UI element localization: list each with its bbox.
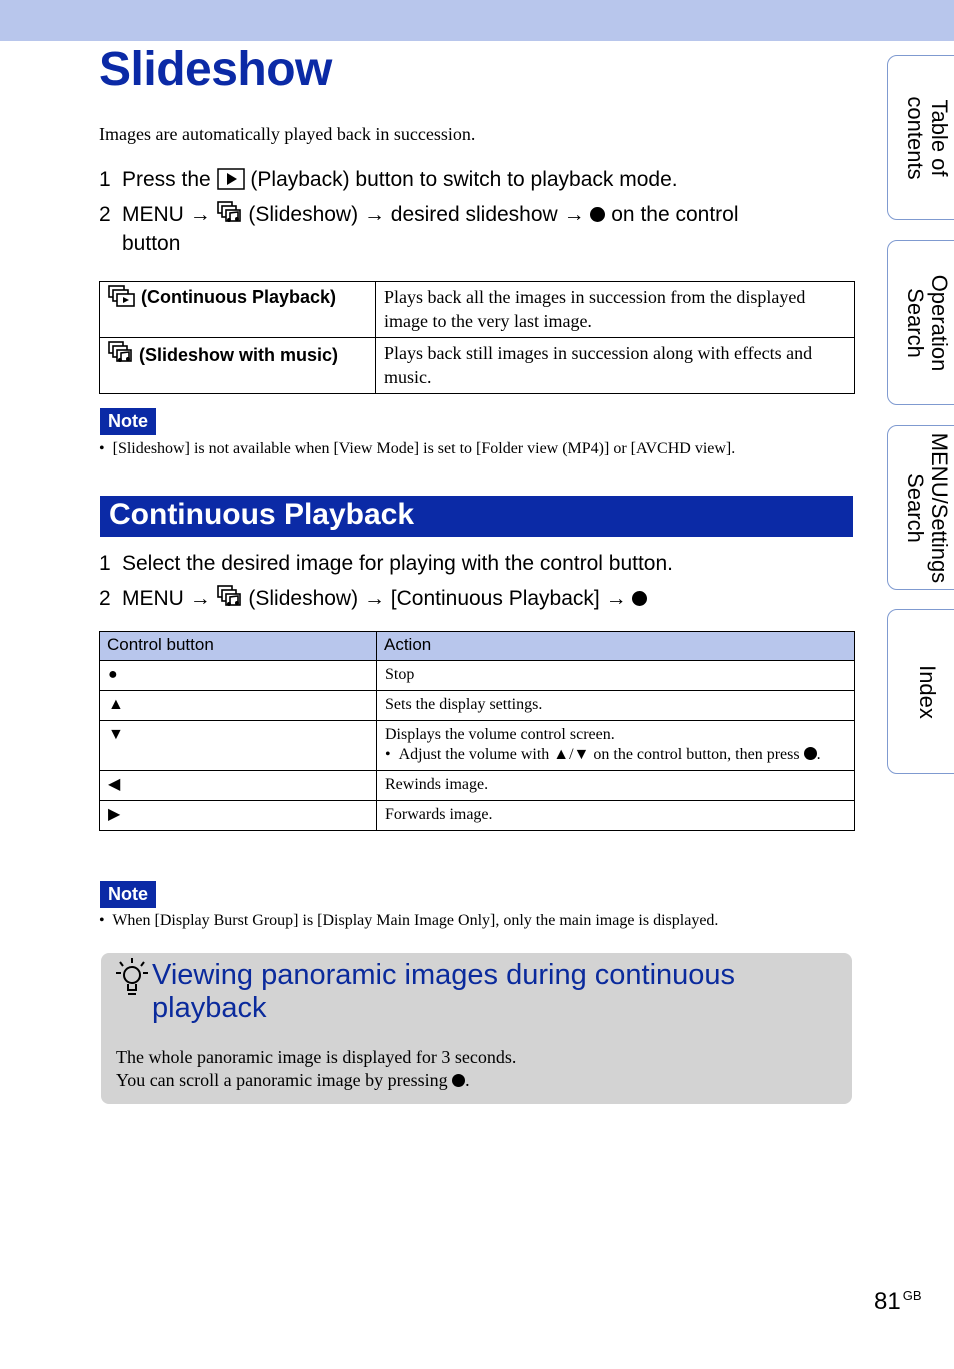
step-number: 2 [99,587,111,610]
control-button-cell: ▲ [100,691,377,721]
step-text: desired slideshow [390,203,558,226]
note-text: • [Slideshow] is not available when [View Mode] is set to [Folder view (MP4)] or [AVCHD view]. [99,440,736,457]
tip-box [101,953,852,1104]
action-text: Displays the volume control screen. [385,726,615,743]
tip-line-end: . [465,1070,470,1090]
menu-label: MENU [122,587,184,610]
action-bullet-text: Adjust the volume with ▲/▼ on the control button, then press [398,746,800,763]
tab-label-line: Index [915,664,940,719]
action-cell [377,721,855,771]
tab-label-line: contents [903,95,928,180]
step-text: Select the desired image for playing with the control button. [122,552,673,575]
arrow-right-icon: → [189,587,211,610]
action-bullet: • Adjust the volume with ▲/▼ on the control button, then press . [385,746,821,763]
tab-index[interactable] [887,609,954,774]
page-number [874,1288,922,1316]
table-row [100,801,855,831]
step-text: Press the [122,168,211,191]
tip-line [116,1069,516,1092]
top-color-band [0,0,954,41]
tab-label-line: MENU/Settings [927,432,952,583]
table-row [100,721,855,771]
tip-bulb-icon [115,957,149,1002]
table-row [100,282,855,338]
control-button-cell: ▶ [100,801,377,831]
step-number: 2 [99,203,111,226]
tab-label-line: Operation [927,274,952,371]
option-description: Plays back all the images in succession from the displayed image to the very last image. [376,282,855,338]
tab-operation-search[interactable] [887,240,954,405]
enter-dot-icon [452,1074,465,1087]
enter-dot-icon [804,747,817,760]
tab-menu-settings-search[interactable] [887,425,954,590]
option-cell [100,338,376,394]
column-header: Control button [100,632,377,661]
page-number-value: 81 [874,1288,901,1315]
tab-label [903,96,951,179]
note-body: [Slideshow] is not available when [View Mode] is set to [Folder view (MP4)] or [AVCHD view]. [112,440,736,457]
tab-label [915,665,939,719]
note-badge: Note [100,881,156,908]
action-cell: Sets the display settings. [377,691,855,721]
slideshow-music-icon [108,341,134,365]
tab-label [903,274,951,371]
step-text: on the control [611,203,739,226]
tab-table-of-contents[interactable] [887,55,954,220]
note-body: When [Display Burst Group] is [Display Main Image Only], only the main image is displayed. [112,912,719,929]
action-cell: Stop [377,661,855,691]
step-number: 1 [99,168,111,191]
option-label: (Continuous Playback) [141,287,337,307]
tab-label-line: Search [903,472,928,543]
menu-label: MENU [122,203,184,226]
page-number-suffix: GB [902,1288,922,1303]
action-cell: Forwards image. [377,801,855,831]
step-text-continued: button [122,232,181,255]
arrow-right-icon: → [563,203,585,226]
page-title: Slideshow [99,43,332,96]
tab-label [903,432,951,582]
section-heading: Continuous Playback [100,496,853,537]
option-label: (Slideshow with music) [139,345,339,365]
slideshow-icon [217,585,243,609]
enter-dot-icon [632,591,647,606]
playback-icon [217,168,245,190]
note-badge: Note [100,408,156,435]
note-text: • When [Display Burst Group] is [Display Main Image Only], only the main image is displayed. [99,912,719,929]
slideshow-options-table [99,281,855,394]
action-cell: Rewinds image. [377,771,855,801]
step-2 [99,200,739,258]
table-row [100,691,855,721]
step-text: [Continuous Playback] [390,587,600,610]
step-number: 1 [99,552,111,575]
table-row [100,338,855,394]
arrow-right-icon: → [189,203,211,226]
step-2 [99,584,647,613]
tip-line: The whole panoramic image is displayed for 3 seconds. [116,1047,517,1067]
tip-title: Viewing panoramic images during continuous playback [152,959,736,1024]
step-1 [99,549,673,578]
tip-line-text: You can scroll a panoramic image by pressing [116,1070,448,1090]
tab-label-line: Search [903,287,928,358]
control-button-cell: ● [100,661,377,691]
step-text: (Slideshow) [248,587,359,610]
column-header: Action [377,632,855,661]
step-1 [99,165,678,194]
table-header-row [100,632,855,661]
control-table [99,631,855,831]
arrow-right-icon: → [363,587,385,610]
tab-label-line: Table of [927,98,952,177]
option-description: Plays back still images in succession along with effects and music. [376,338,855,394]
option-cell [100,282,376,338]
slideshow-icon [217,201,243,225]
control-button-cell: ◀ [100,771,377,801]
arrow-right-icon: → [363,203,385,226]
step-text: (Slideshow) [248,203,359,226]
step-text: (Playback) button to switch to playback mode. [250,168,678,191]
table-row [100,771,855,801]
intro-text: Images are automatically played back in succession. [99,124,476,144]
control-button-cell: ▼ [100,721,377,771]
slideshow-icon [108,285,136,307]
tip-body [116,1046,516,1092]
table-row [100,661,855,691]
enter-dot-icon [590,207,605,222]
arrow-right-icon: → [605,587,627,610]
